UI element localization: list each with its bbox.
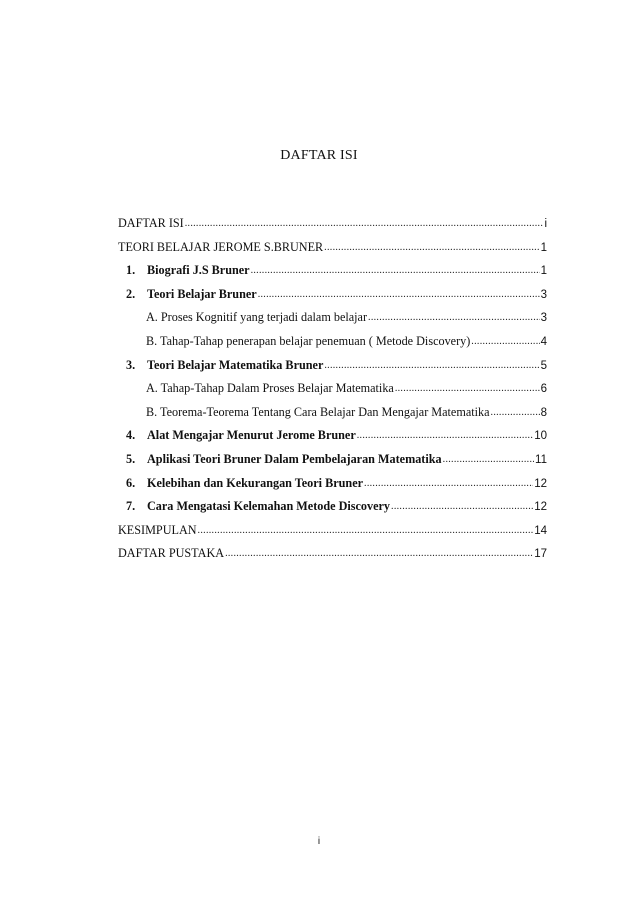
- toc-entry-teorema[interactable]: [118, 405, 547, 429]
- toc-entry-label: TEORI BELAJAR JEROME S.BRUNER: [118, 239, 324, 254]
- toc-entry-number: 2.: [126, 286, 136, 301]
- toc-entry-label: Alat Mengajar Menurut Jerome Bruner: [147, 428, 356, 443]
- toc-entry-page: 12: [534, 501, 547, 514]
- toc-entry-page: 1: [540, 241, 547, 254]
- toc-entry-number: 1.: [126, 263, 136, 278]
- toc-entry-label: KESIMPULAN: [118, 522, 197, 537]
- toc-leader-dots: [443, 451, 534, 466]
- toc-entry-label: Biografi J.S Bruner: [147, 263, 250, 278]
- toc-entry-biografi[interactable]: [118, 263, 547, 287]
- toc-entry-label: Aplikasi Teori Bruner Dalam Pembelajaran Matematika: [147, 451, 442, 466]
- toc-entry-cara-mengatasi[interactable]: [118, 499, 547, 523]
- toc-entry-page: 10: [534, 430, 547, 443]
- toc-entry-teori-belajar-bruner[interactable]: [118, 287, 547, 311]
- toc-entry-tahap-proses[interactable]: [118, 381, 547, 405]
- toc-entry-number: 4.: [126, 428, 136, 443]
- toc-entry-page: 12: [534, 477, 547, 490]
- toc-entry-label: Cara Mengatasi Kelemahan Metode Discovery: [147, 499, 391, 514]
- toc-entry-label: Kelebihan dan Kekurangan Teori Bruner: [147, 475, 364, 490]
- toc-entry-page: 14: [534, 524, 547, 537]
- toc-leader-dots: [471, 333, 539, 348]
- toc-entry-page: 8: [540, 406, 547, 419]
- toc-entry-alat-mengajar[interactable]: [118, 428, 547, 452]
- toc-entry-page: 5: [540, 359, 547, 372]
- toc-entry-label: Teori Belajar Matematika Bruner: [147, 357, 324, 372]
- toc-entry-page: i: [544, 218, 547, 230]
- toc-entry-aplikasi[interactable]: [118, 452, 547, 476]
- page-title: DAFTAR ISI: [280, 148, 358, 163]
- toc-leader-dots: [225, 545, 533, 560]
- toc-entry-page: 3: [540, 312, 547, 325]
- toc-leader-dots: [364, 475, 533, 490]
- toc-leader-dots: [391, 498, 533, 513]
- toc-entry-label: B. Teorema-Teorema Tentang Cara Belajar Dan Mengajar Matematika: [146, 404, 490, 419]
- toc-entry-kesimpulan[interactable]: [118, 523, 547, 547]
- toc-leader-dots: [198, 522, 534, 537]
- page-footer-number: i: [317, 836, 321, 847]
- toc-leader-dots: [185, 215, 544, 230]
- toc-entry-page: 6: [540, 383, 547, 396]
- toc-entry-label: DAFTAR ISI: [118, 216, 184, 230]
- toc-entry-label: A. Tahap-Tahap Dalam Proses Belajar Matematika: [146, 381, 394, 396]
- toc-leader-dots: [324, 239, 539, 254]
- table-of-contents: [118, 216, 547, 570]
- toc-entry-label: Teori Belajar Bruner: [147, 286, 257, 301]
- toc-entry-page: 11: [535, 453, 547, 466]
- toc-entry-teori-matematika[interactable]: [118, 358, 547, 382]
- toc-leader-dots: [357, 427, 533, 442]
- toc-entry-tahap-penerapan[interactable]: [118, 334, 547, 358]
- toc-leader-dots: [395, 380, 540, 395]
- toc-entry-teori-belajar[interactable]: [118, 240, 547, 264]
- toc-entry-number: 6.: [126, 475, 136, 490]
- toc-entry-page: 3: [540, 288, 547, 301]
- toc-entry-daftar-isi[interactable]: [118, 216, 547, 240]
- toc-entry-label: A. Proses Kognitif yang terjadi dalam belajar: [146, 310, 368, 325]
- toc-entry-kelebihan[interactable]: [118, 476, 547, 500]
- toc-entry-daftar-pustaka[interactable]: [118, 546, 547, 570]
- toc-entry-page: 1: [540, 265, 547, 278]
- toc-leader-dots: [324, 357, 539, 372]
- toc-entry-label: B. Tahap-Tahap penerapan belajar penemuan ( Metode Discovery): [146, 333, 471, 348]
- toc-entry-number: 5.: [126, 451, 136, 466]
- toc-entry-page: 4: [540, 335, 547, 348]
- toc-entry-proses-kognitif[interactable]: [118, 310, 547, 334]
- toc-leader-dots: [368, 309, 540, 324]
- toc-entry-page: 17: [534, 548, 547, 561]
- toc-entry-label: DAFTAR PUSTAKA: [118, 546, 225, 561]
- toc-leader-dots: [251, 262, 540, 277]
- toc-entry-number: 3.: [126, 357, 136, 372]
- toc-leader-dots: [258, 286, 540, 301]
- toc-leader-dots: [491, 404, 540, 419]
- toc-entry-number: 7.: [126, 499, 136, 514]
